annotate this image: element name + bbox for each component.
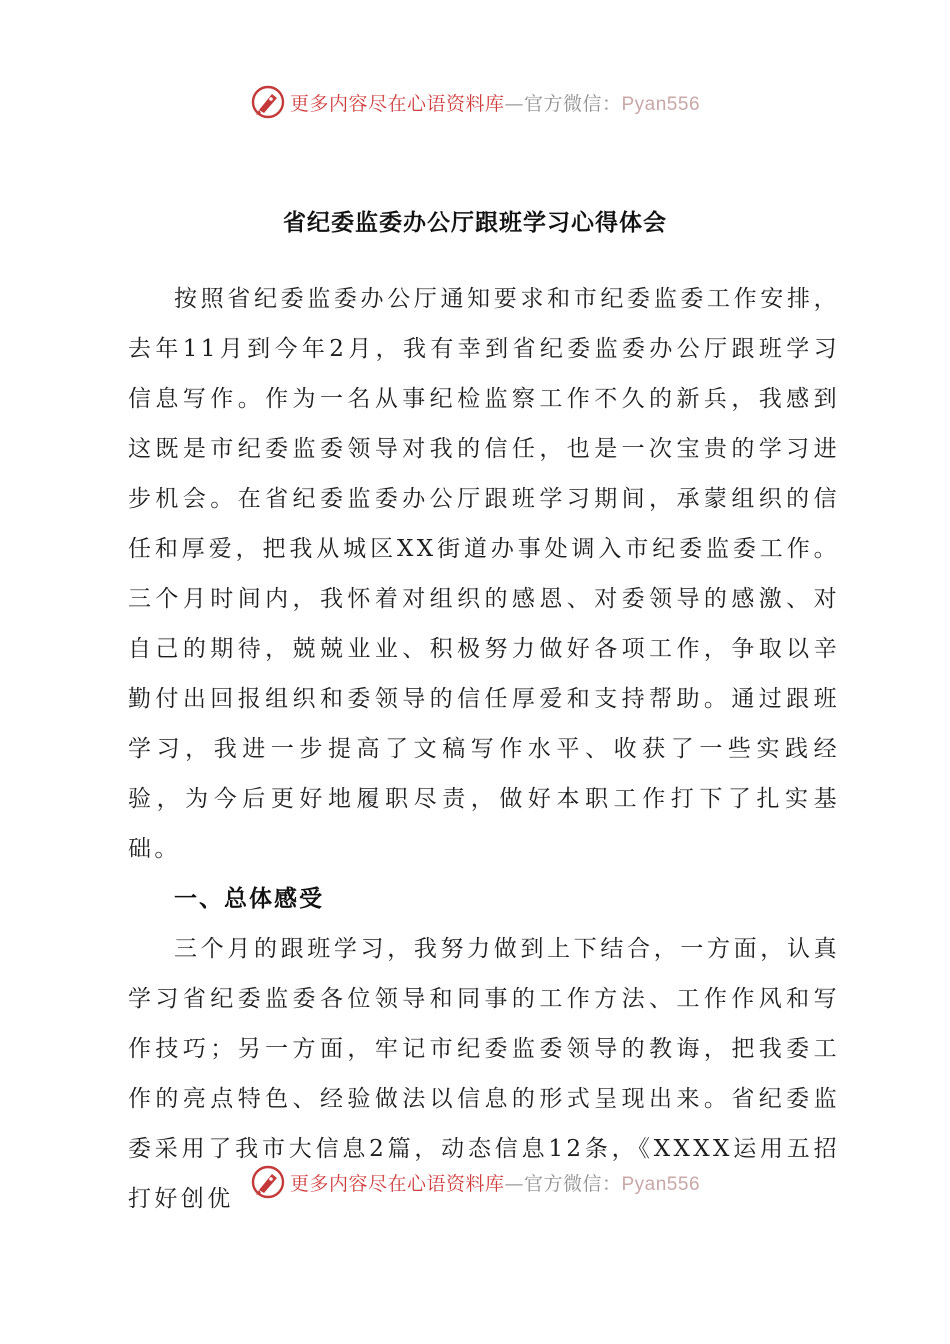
footer-watermark-banner (0, 1160, 950, 1204)
watermark-official-label: 官方微信： (523, 1172, 622, 1195)
body-paragraph: 按照省纪委监委办公厅通知要求和市纪委监委工作安排，去年11月到今年2月，我有幸到省纪委监委办公厅跟班学习信息写作。作为一名从事纪检监察工作不久的新兵，我感到这既是市纪委监委领导对我的信任，也是一次宝贵的学习进步机会。在省纪委监委办公厅跟班学习期间，承蒙组织的信任和厚爱，把我从城区XX街道办事处调入市纪委监委工作。三个月时间内，我怀着对组织的感恩、对委领导的感激、对自己的期待，兢兢业业、积极努力做好各项工作，争取以辛勤付出回报组织和委领导的信任厚爱和支持帮助。通过跟班学习，我进一步提高了文稿写作水平、收获了一些实践经验，为今后更好地履职尽责，做好本职工作打下了扎实基础。 (128, 286, 840, 862)
document-body (128, 274, 840, 1224)
watermark-text (290, 1169, 700, 1196)
watermark-brand-text: 更多内容尽在心语资料库 (289, 1172, 505, 1195)
watermark-dash: — (504, 1172, 524, 1195)
watermark-wechat-id: Pyan556 (621, 1173, 701, 1195)
section-paragraph: 三个月的跟班学习，我努力做到上下结合，一方面，认真学习省纪委监委各位领导和同事的工作方法、工作作风和写作技巧；另一方面，牢记市纪委监委领导的教诲，把我委工作的亮点特色、经验做法以信息的形式呈现出来。省纪委监委采用了我市大信息2篇，动态信息12条，《XXXX运用五招打好创优 (128, 936, 840, 1212)
watermark-dash: — (504, 92, 524, 115)
watermark-brand-text: 更多内容尽在心语资料库 (289, 92, 505, 115)
watermark-wechat-id: Pyan556 (621, 93, 701, 115)
pen-nib-logo-icon (250, 1164, 286, 1200)
document-title: 省纪委监委办公厅跟班学习心得体会 (283, 210, 667, 236)
watermark-text (290, 89, 700, 116)
section-heading: 一、总体感受 (174, 886, 324, 912)
header-watermark-banner (0, 80, 950, 124)
pen-nib-logo-icon (250, 84, 286, 120)
watermark-official-label: 官方微信： (523, 92, 622, 115)
